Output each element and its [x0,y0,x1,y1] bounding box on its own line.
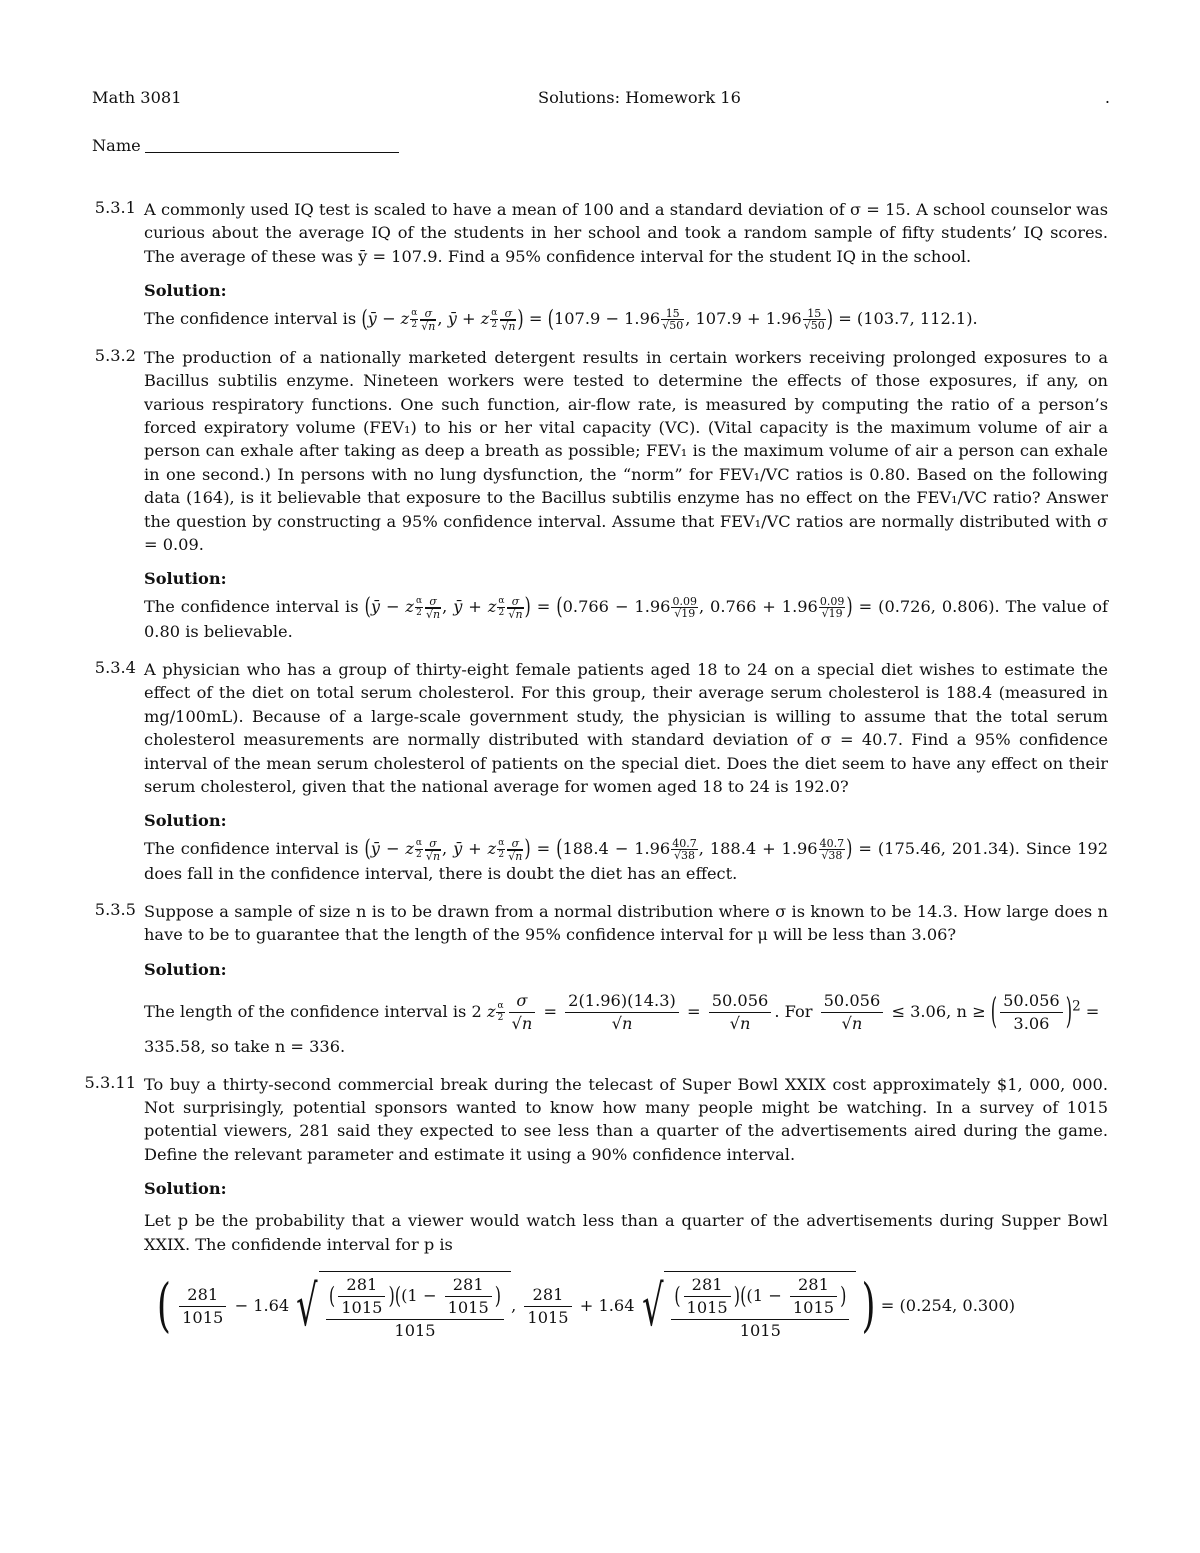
sqrt-n-value: √50 [662,319,684,333]
interval-result: = (175.46, 201.34). Since 192 does fall in the confidence interval, there is doubt the diet has an effect. [144,839,1109,883]
length-numerator: 2(1.96)(14.3) [565,990,679,1013]
inequality-bound: ≤ 3.06, [891,1001,952,1021]
solution-prefix: The confidence interval is [144,309,357,329]
problem-text: A physician who has a group of thirty-eight female patients aged 18 to 24 on a special diet wishes to estimate the effect of the diet on total serum cholesterol. For this group, their average serum cholesterol is 188.4 (measured in mg/100mL). Because of a large-scale government study, the physician is willing to assume that the total serum cholesterol measurements are normally distributed with standard deviation of σ = 40.7. Find a 95% confidence interval of the mean serum cholesterol of patients on the special diet. Does the diet seem to have any effect on their serum cholesterol, given that the national average for women aged 18 to 24 is 192.0? [144,659,1108,796]
interval-lower-expr: 107.9 − 1.96 [553,309,661,329]
sample-count: 1015 [182,1308,224,1328]
problem-text: The production of a nationally marketed detergent results in certain workers receiving prolonged exposures to a Bacillus subtilis enzyme. Nineteen workers were tested to determine the effects of those exposures, if any, on various respiratory functions. One such function, air-flow rate, is measured by computing the ratio of a person’s forced expiratory volume (FEV₁) to his or her vital capacity (VC). (Vital capacity is the maximum volume of air a person can exhale after taking as deep a breath as possible; FEV₁ is the maximum volume of air a person can exhale in one second.) In persons with no lung dysfunction, the “norm” for FEV₁/VC ratios is 0.80. Based on the following data (164), is it believable that exposure to the Bacillus subtilis enzyme has no effect on the FEV₁/VC ratio? Answer the question by constructing a 95% confidence interval. Assume that FEV₁/VC ratios are normally distributed with σ = 0.09. [144,347,1108,554]
solution-body: The confidence interval is (ȳ − z $\frac{\alpha}{2}$ $\frac{\sigma}{√n}$ , ȳ + z $\frac{\alpha}{2}$ $\frac{\sigma}{√n}$ ) = (107.9 − 1.96 $\frac{15}{√50}$ , 107.9 + 1.96 $\frac{15}{√50}$ ) = (103.7, 112.1). [144,304,978,333]
problem-5-3-4 [80,658,1108,886]
solution-heading: Solution: [144,569,227,589]
sample-size-result: 335.58, so take n = 336. [144,1036,346,1056]
solution-length-text: The length of the confidence interval is 2 [144,1001,482,1021]
problem-number: 5.3.1 [94,198,136,217]
problem-5-3-11 [80,1073,1108,1343]
bound-denominator: 3.06 [1013,1013,1050,1033]
solution-prefix: The confidence interval is [144,839,359,859]
problem-5-3-5 [80,900,1108,1059]
name-blank-line [145,134,399,153]
solution-heading: Solution: [144,959,227,979]
document-title: Solutions: Homework 16 [538,88,741,107]
name-field-row [92,134,399,155]
sqrt-n-value: √19 [674,607,696,621]
problem-text: Suppose a sample of size n is to be drawn from a normal distribution where σ is known to be 14.3. How large does n have to be to guarantee that the length of the 95% confidence interval for μ will be less than 3.06? [144,901,1108,945]
course-label: Math 3081 [92,88,182,107]
successes-count: 281 [179,1284,226,1307]
interval-result: = (103.7, 112.1). [833,309,978,329]
for-text: . For [774,1001,813,1021]
problem-5-3-2 [80,346,1108,644]
solution-body: The length of the confidence interval is 2 z $\frac{\alpha}{2}$ $\frac{\sigma}{√n}$ = $\frac{2(1.96)(14.3)}{√n}$ = $\frac{50.056}{√n}$ . For $\frac{50.056}{√n}$ ≤ 3.06, n ≥ ( $\frac{50.056}{3.06}$ )$^2$ = 335.58, so take n = 336. [144,989,1100,1056]
problem-5-3-1 [80,198,1108,332]
length-simplified: 50.056 [709,990,772,1013]
name-label: Name [92,136,141,155]
n-bound-text: n ≥ [956,1001,986,1021]
interval-upper-expr: , 0.766 + 1.96 [698,597,818,617]
solution-heading: Solution: [144,811,227,831]
solution-prefix: The confidence interval is [144,597,359,617]
proportion-ci-equation: ( $\frac{281}{1015}$ − 1.64 √ ( $\frac{281}{1015}$ )((1 − $\frac{281}{1015}$ ) 1015 , $\frac{281}{1015}$ + 1.64 √ ( $\frac{281}{1015}$ )((1 − $\frac{281}{1015}$ ) 1015 ) = (0.254, 0.300) [144,1271,1108,1342]
problem-number: 5.3.4 [94,657,136,677]
page-header [92,88,1110,112]
sigma-value: 15 [661,308,684,320]
solution-text: Let p be the probability that a viewer would watch less than a quarter of the advertisements during Supper Bowl XXIX. The confidende interval for p is [144,1211,1108,1255]
solution-body: The confidence interval is (ȳ − z $\frac{\alpha}{2}$ $\frac{\sigma}{√n}$ , ȳ + z $\frac{\alpha}{2}$ $\frac{\sigma}{√n}$ ) = (188.4 − 1.96 $\frac{40.7}{√38}$ , 188.4 + 1.96 $\frac{40.7}{√38}$ ) = (175.46, 201.34). Since 192 does fall in the confidence interval, there is doubt the diet has an effect. [144,834,1109,883]
interval-upper-expr: , 107.9 + 1.96 [685,309,802,329]
problem-number: 5.3.2 [94,345,136,365]
sqrt-n-value: √38 [673,849,695,863]
solution-heading: Solution: [144,281,227,301]
proportion-interval-result: = (0.254, 0.300) [880,1296,1016,1316]
interval-lower-expr: 0.766 − 1.96 [562,597,671,617]
z-value: 1.64 [253,1296,290,1316]
problem-number: 5.3.5 [94,899,136,919]
interval-upper-expr: , 188.4 + 1.96 [698,839,818,859]
problem-list [80,198,1108,1356]
problem-text: To buy a thirty-second commercial break during the telecast of Super Bowl XXIX cost approximately $1, 000, 000. Not surprisingly, potential sponsors wanted to know how many people might be watching. In a survey of 1015 potential viewers, 281 said they expected to see less than a quarter of the advertisements aired during the game. Define the relevant parameter and estimate it using a 90% confidence interval. [144,1074,1108,1164]
interval-result: = (0.726, 0.806). The value of 0.80 is believable. [144,597,1108,641]
problem-text: A commonly used IQ test is scaled to have a mean of 100 and a standard deviation of σ = 15. A school counselor was curious about the average IQ of the students in her school and took a random sample of fifty students’ IQ scores. The average of these was ȳ = 107.9. Find a 95% confidence interval for the student IQ in the school. [144,200,1108,266]
sigma-value: 40.7 [672,837,697,851]
solution-heading: Solution: [144,1179,227,1199]
sigma-value: 0.09 [672,595,697,609]
interval-lower-expr: 188.4 − 1.96 [562,839,671,859]
solution-body: The confidence interval is (ȳ − z $\frac{\alpha}{2}$ $\frac{\sigma}{√n}$ , ȳ + z $\frac{\alpha}{2}$ $\frac{\sigma}{√n}$ ) = (0.766 − 1.96 $\frac{0.09}{√19}$ , 0.766 + 1.96 $\frac{0.09}{√19}$ ) = (0.726, 0.806). The value of 0.80 is believable. [144,592,1108,641]
header-right-mark: . [1104,88,1110,107]
problem-number: 5.3.11 [84,1072,136,1092]
